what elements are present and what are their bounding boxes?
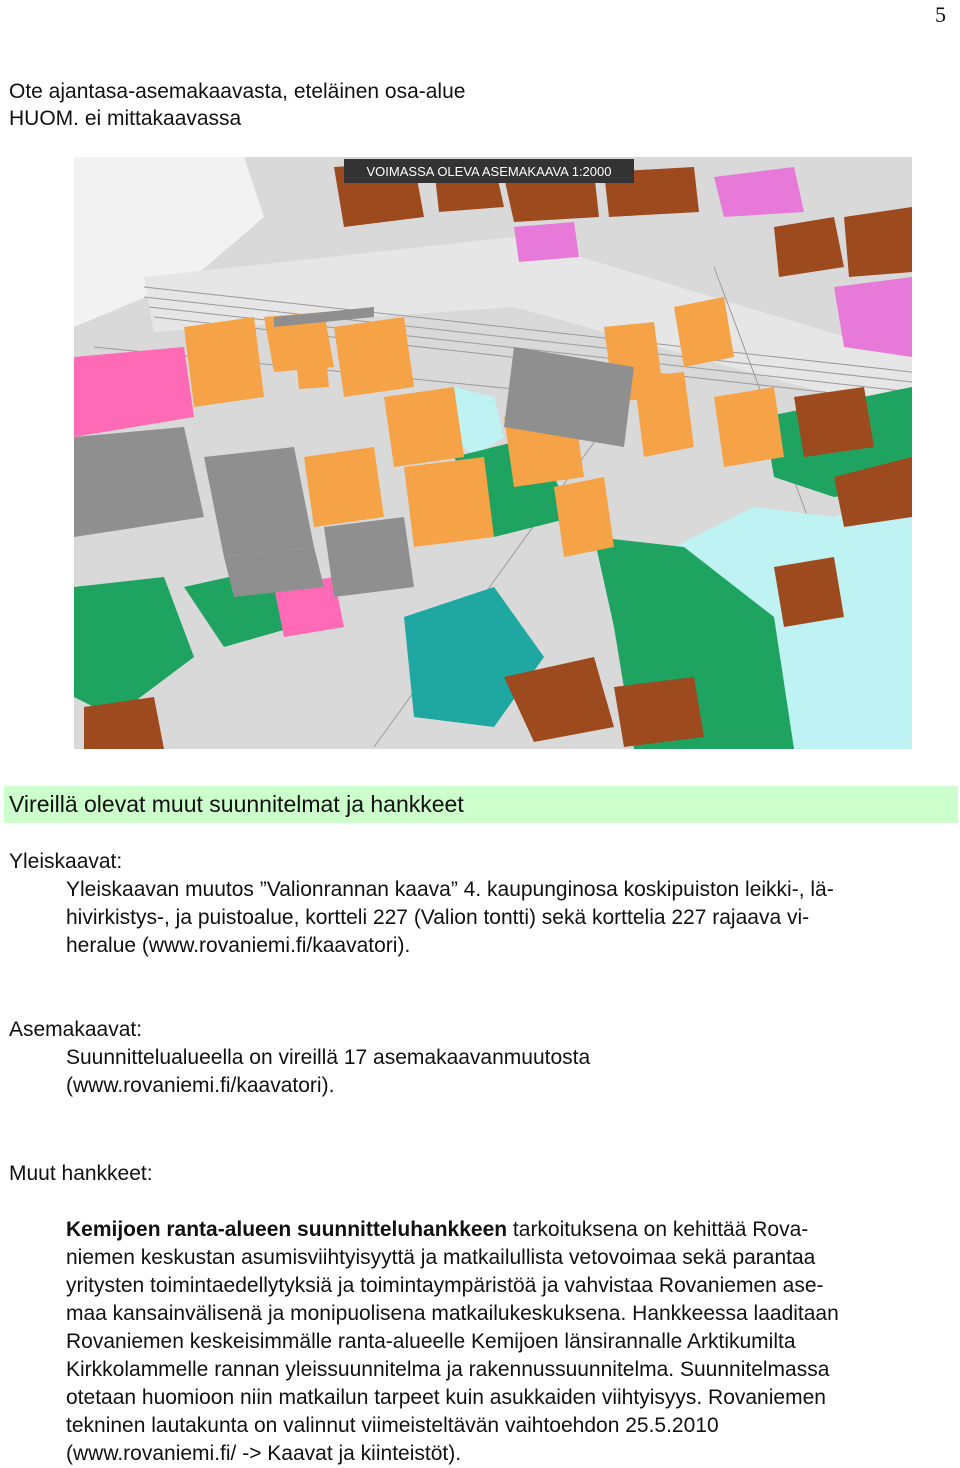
asemakaavat-colon: :	[136, 1018, 143, 1041]
asemakaavat-heading	[9, 1016, 142, 1044]
muut-line: (www.rovaniemi.fi/ -> Kaavat ja kiinteistöt).	[66, 1442, 462, 1465]
muut-first-line-rest: tarkoituksena on kehittää Rova-	[507, 1218, 809, 1241]
muut-bold-lead: Kemijoen ranta-alueen suunnitteluhankkeen	[66, 1218, 508, 1241]
zoning-map-graphic	[74, 157, 912, 749]
zoning-map	[74, 157, 912, 749]
yleiskaavat-text	[66, 876, 946, 960]
map-banner: VOIMASSA OLEVA ASEMAKAAVA 1:2000	[366, 164, 612, 179]
muut-line: Rovaniemen keskeisimmälle ranta-alueelle Kemijoen länsirannalle Arktikumilta	[66, 1330, 796, 1353]
muut-line: yritysten toimintaedellytyksiä ja toimintaympäristöä ja vahvistaa Rovaniemen ase-	[66, 1274, 824, 1297]
muut-line: tekninen lautakunta on valinnut viimeisteltävän vaihtoehdon 25.5.2010	[66, 1414, 719, 1437]
yleiskaavat-label: Yleiskaavat	[9, 850, 117, 873]
map-caption-title: Ote ajantasa-asemakaavasta, eteläinen osa-alue	[9, 80, 466, 103]
yleiskaavat-line: hivirkistys-, ja puistoalue, kortteli 227 (Valion tontti) sekä korttelia 227 rajaava vi-	[66, 906, 810, 929]
yleiskaavat-line: Yleiskaavan muutos ”Valionrannan kaava” 4. kaupunginosa koskipuiston leikki-, lä-	[66, 878, 834, 901]
muut-hankkeet-text	[66, 1216, 946, 1468]
asemakaavat-label: Asemakaavat	[9, 1018, 137, 1041]
asemakaavat-line: Suunnittelualueella on vireillä 17 asemakaavanmuutosta	[66, 1046, 591, 1069]
yleiskaavat-colon: :	[116, 850, 123, 873]
muut-hankkeet-heading: Muut hankkeet:	[9, 1162, 153, 1185]
asemakaavat-text	[66, 1044, 946, 1100]
muut-first-line	[66, 1216, 946, 1244]
muut-line: otetaan huomioon niin matkailun tarpeet kuin asukkaiden viihtyisyys. Rovaniemen	[66, 1386, 826, 1409]
yleiskaavat-heading	[9, 848, 122, 876]
muut-line: Kirkkolammelle rannan yleissuunnitelma ja rakennussuunnitelma. Suunnitelmassa	[66, 1358, 830, 1381]
yleiskaavat-line: heralue (www.rovaniemi.fi/kaavatori).	[66, 934, 411, 957]
page-number: 5	[935, 2, 946, 27]
muut-line: maa kansainvälisenä ja monipuolisena matkailukeskuksena. Hankkeessa laaditaan	[66, 1302, 839, 1325]
muut-line: niemen keskustan asumisviihtyisyyttä ja matkailullista vetovoimaa sekä parantaa	[66, 1246, 816, 1269]
map-caption-note: HUOM. ei mittakaavassa	[9, 107, 242, 130]
intro	[9, 78, 465, 132]
asemakaavat-line: (www.rovaniemi.fi/kaavatori).	[66, 1074, 335, 1097]
section-heading: Vireillä olevat muut suunnitelmat ja hankkeet	[4, 786, 958, 823]
